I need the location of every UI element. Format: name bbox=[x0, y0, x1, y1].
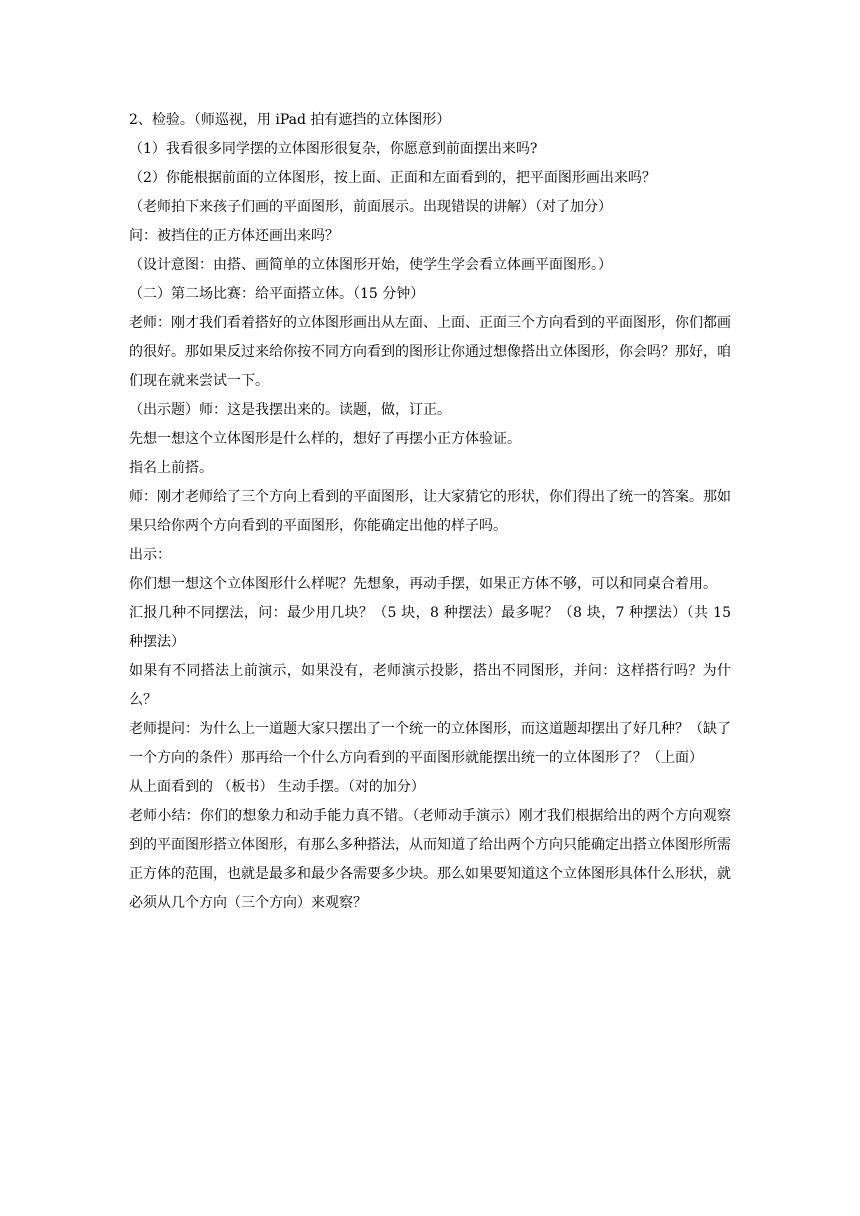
paragraph-question-2: （2）你能根据前面的立体图形，按上面、正面和左面看到的，把平面图形画出来吗？ bbox=[129, 170, 656, 186]
paragraph-think-first: 先想一想这个立体图形是什么样的，想好了再摆小正方体验证。 bbox=[129, 431, 521, 447]
paragraph-teacher-question: 老师提问：为什么上一道题大家只摆出了一个统一的立体图形，而这道题却摆出了好几种？（缺了一个方向的条件）那再给一个什么方向看到的平面图形就能摆出统一的立体图形了？（上面） bbox=[129, 721, 731, 766]
paragraph-call-student: 指名上前搭。 bbox=[129, 460, 213, 476]
paragraph-teacher-summary: 老师小结：你们的想象力和动手能力真不错。（老师动手演示）刚才我们根据给出的两个方向观察到的平面图形搭立体图形，有那么多种搭法，从而知道了给出两个方向只能确定出搭立体图形所需正方体的范围，也就是最多和最少各需要多少块。那么如果要知道这个立体图形具体什么形状，就必须从几个方向（三个方向）来观察？ bbox=[129, 808, 731, 911]
paragraph-question-1: （1）我看很多同学摆的立体图形很复杂，你愿意到前面摆出来吗? bbox=[129, 141, 538, 157]
paragraph-demonstrate: 如果有不同搭法上前演示，如果没有，老师演示投影，搭出不同图形，并问：这样搭行吗？为什么？ bbox=[129, 663, 731, 708]
paragraph-ask-hidden-cube: 问：被挡住的正方体还画出来吗？ bbox=[129, 228, 339, 244]
paragraph-section-two-heading: （二）第二场比赛：给平面搭立体。（15 分钟） bbox=[129, 286, 425, 302]
paragraph-show-label: 出示： bbox=[129, 547, 171, 563]
paragraph-top-view: 从上面看到的 （板书） 生动手摆。（对的加分） bbox=[129, 779, 425, 795]
paragraph-report-arrangements: 汇报几种不同摆法，问：最少用几块？（5 块，8 种摆法）最多呢？（8 块，7 种摆法）（共 15 种摆法） bbox=[129, 605, 731, 650]
paragraph-teacher-intro: 老师：刚才我们看着搭好的立体图形画出从左面、上面、正面三个方向看到的平面图形，你们都画的很好。那如果反过来给你按不同方向看到的图形让你通过想像搭出立体图形，你会吗？那好，咱们现在就来尝试一下。 bbox=[129, 315, 731, 389]
paragraph-design-intent: （设计意图：由搭、画简单的立体图形开始，使学生学会看立体画平面图形。） bbox=[129, 257, 612, 273]
paragraph-check-heading: 2、检验。（师巡视，用 iPad 拍有遮挡的立体图形） bbox=[129, 112, 451, 128]
paragraph-show-problem: （出示题）师：这是我摆出来的。读题，做，订正。 bbox=[129, 402, 451, 418]
paragraph-imagine-shape: 你们想一想这个立体图形什么样呢？先想象，再动手摆，如果正方体不够，可以和同桌合着用。 bbox=[129, 576, 717, 592]
paragraph-teacher-three-views: 师：刚才老师给了三个方向上看到的平面图形，让大家猜它的形状，你们得出了统一的答案。那如果只给你两个方向看到的平面图形，你能确定出他的样子吗。 bbox=[129, 489, 731, 534]
paragraph-teacher-note: （老师拍下来孩子们画的平面图形，前面展示。出现错误的讲解）（对了加分） bbox=[129, 199, 612, 215]
document-body bbox=[129, 106, 731, 918]
